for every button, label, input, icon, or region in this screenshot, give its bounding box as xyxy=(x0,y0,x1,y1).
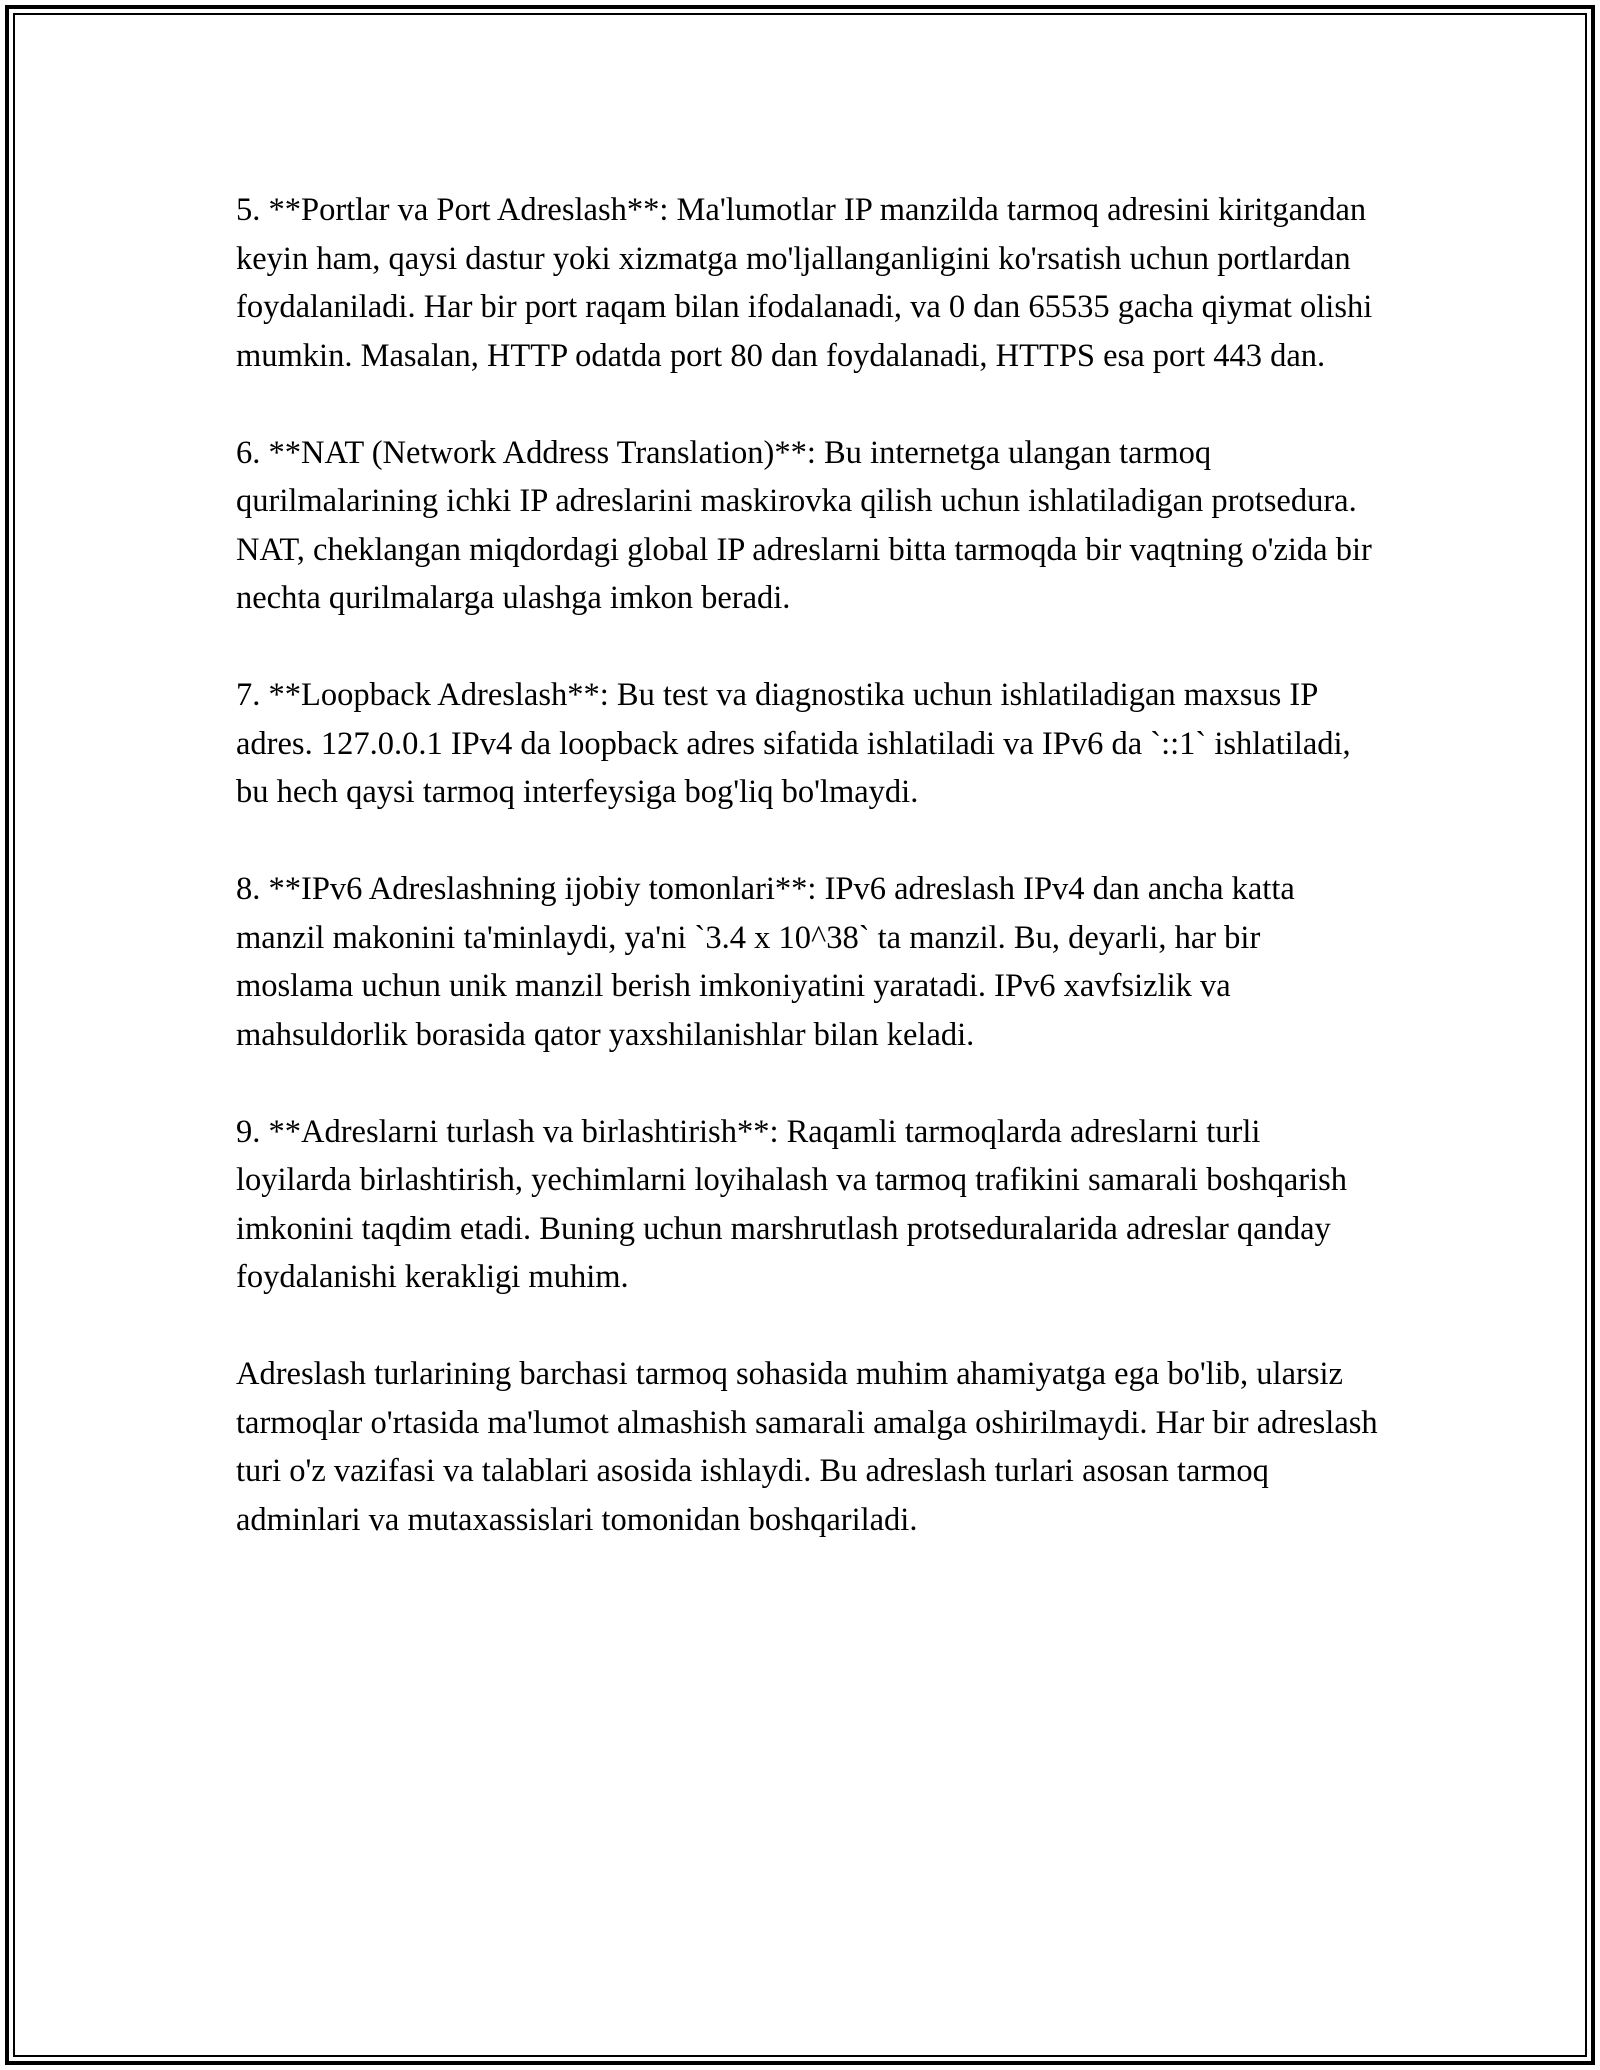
paragraph-conclusion: Adreslash turlarining barchasi tarmoq sohasida muhim ahamiyatga ega bo'lib, ularsiz tarmoqlar o'rtasida ma'lumot almashish samarali amalga oshirilmaydi. Har bir adreslash turi o'z vazifasi va talablari asosida ishlaydi. Bu adreslash turlari asosan tarmoq adminlari va mutaxassislari tomonidan boshqariladi. xyxy=(236,1356,1378,1538)
paragraph-ipv6: 8. **IPv6 Adreslashning ijobiy tomonlari**: IPv6 adreslash IPv4 dan ancha katta manzil makonini ta'minlaydi, ya'ni `3.4 x 10^38` ta manzil. Bu, deyarli, har bir moslama uchun unik manzil berish imkoniyatini yaratadi. IPv6 xavfsizlik va mahsuldorlik borasida qator yaxshilanishlar bilan keladi. xyxy=(236,871,1295,1053)
paragraph-loopback: 7. **Loopback Adreslash**: Bu test va diagnostika uchun ishlatiladigan maxsus IP adres. 127.0.0.1 IPv4 da loopback adres sifatida ishlatiladi va IPv6 da `::1` ishlatiladi, bu hech qaysi tarmoq interfeysiga bog'liq bo'lmaydi. xyxy=(236,677,1351,810)
paragraph-nat: 6. **NAT (Network Address Translation)**: Bu internetga ulangan tarmoq qurilmalarining ichki IP adreslarini maskirovka qilish uchun ishlatiladigan protsedura. NAT, cheklangan miqdordagi global IP adreslarni bitta tarmoqda bir vaqtning o'zida bir nechta qurilmalarga ulashga imkon beradi. xyxy=(236,434,1372,616)
document-body xyxy=(236,186,1384,1544)
paragraph-ports: 5. **Portlar va Port Adreslash**: Ma'lumotlar IP manzilda tarmoq adresini kiritgandan keyin ham, qaysi dastur yoki xizmatga mo'ljallanganligini ko'rsatish uchun portlardan foydalaniladi. Har bir port raqam bilan ifodalanadi, va 0 dan 65535 gacha qiymat olishi mumkin. Masalan, HTTP odatda port 80 dan foydalanadi, HTTPS esa port 443 dan. xyxy=(236,192,1373,374)
paragraph-aggregation: 9. **Adreslarni turlash va birlashtirish**: Raqamli tarmoqlarda adreslarni turli loyilarda birlashtirish, yechimlarni loyihalash va tarmoq trafikini samarali boshqarish imkonini taqdim etadi. Buning uchun marshrutlash protseduralarida adreslar qanday foydalanishi kerakligi muhim. xyxy=(236,1113,1348,1295)
